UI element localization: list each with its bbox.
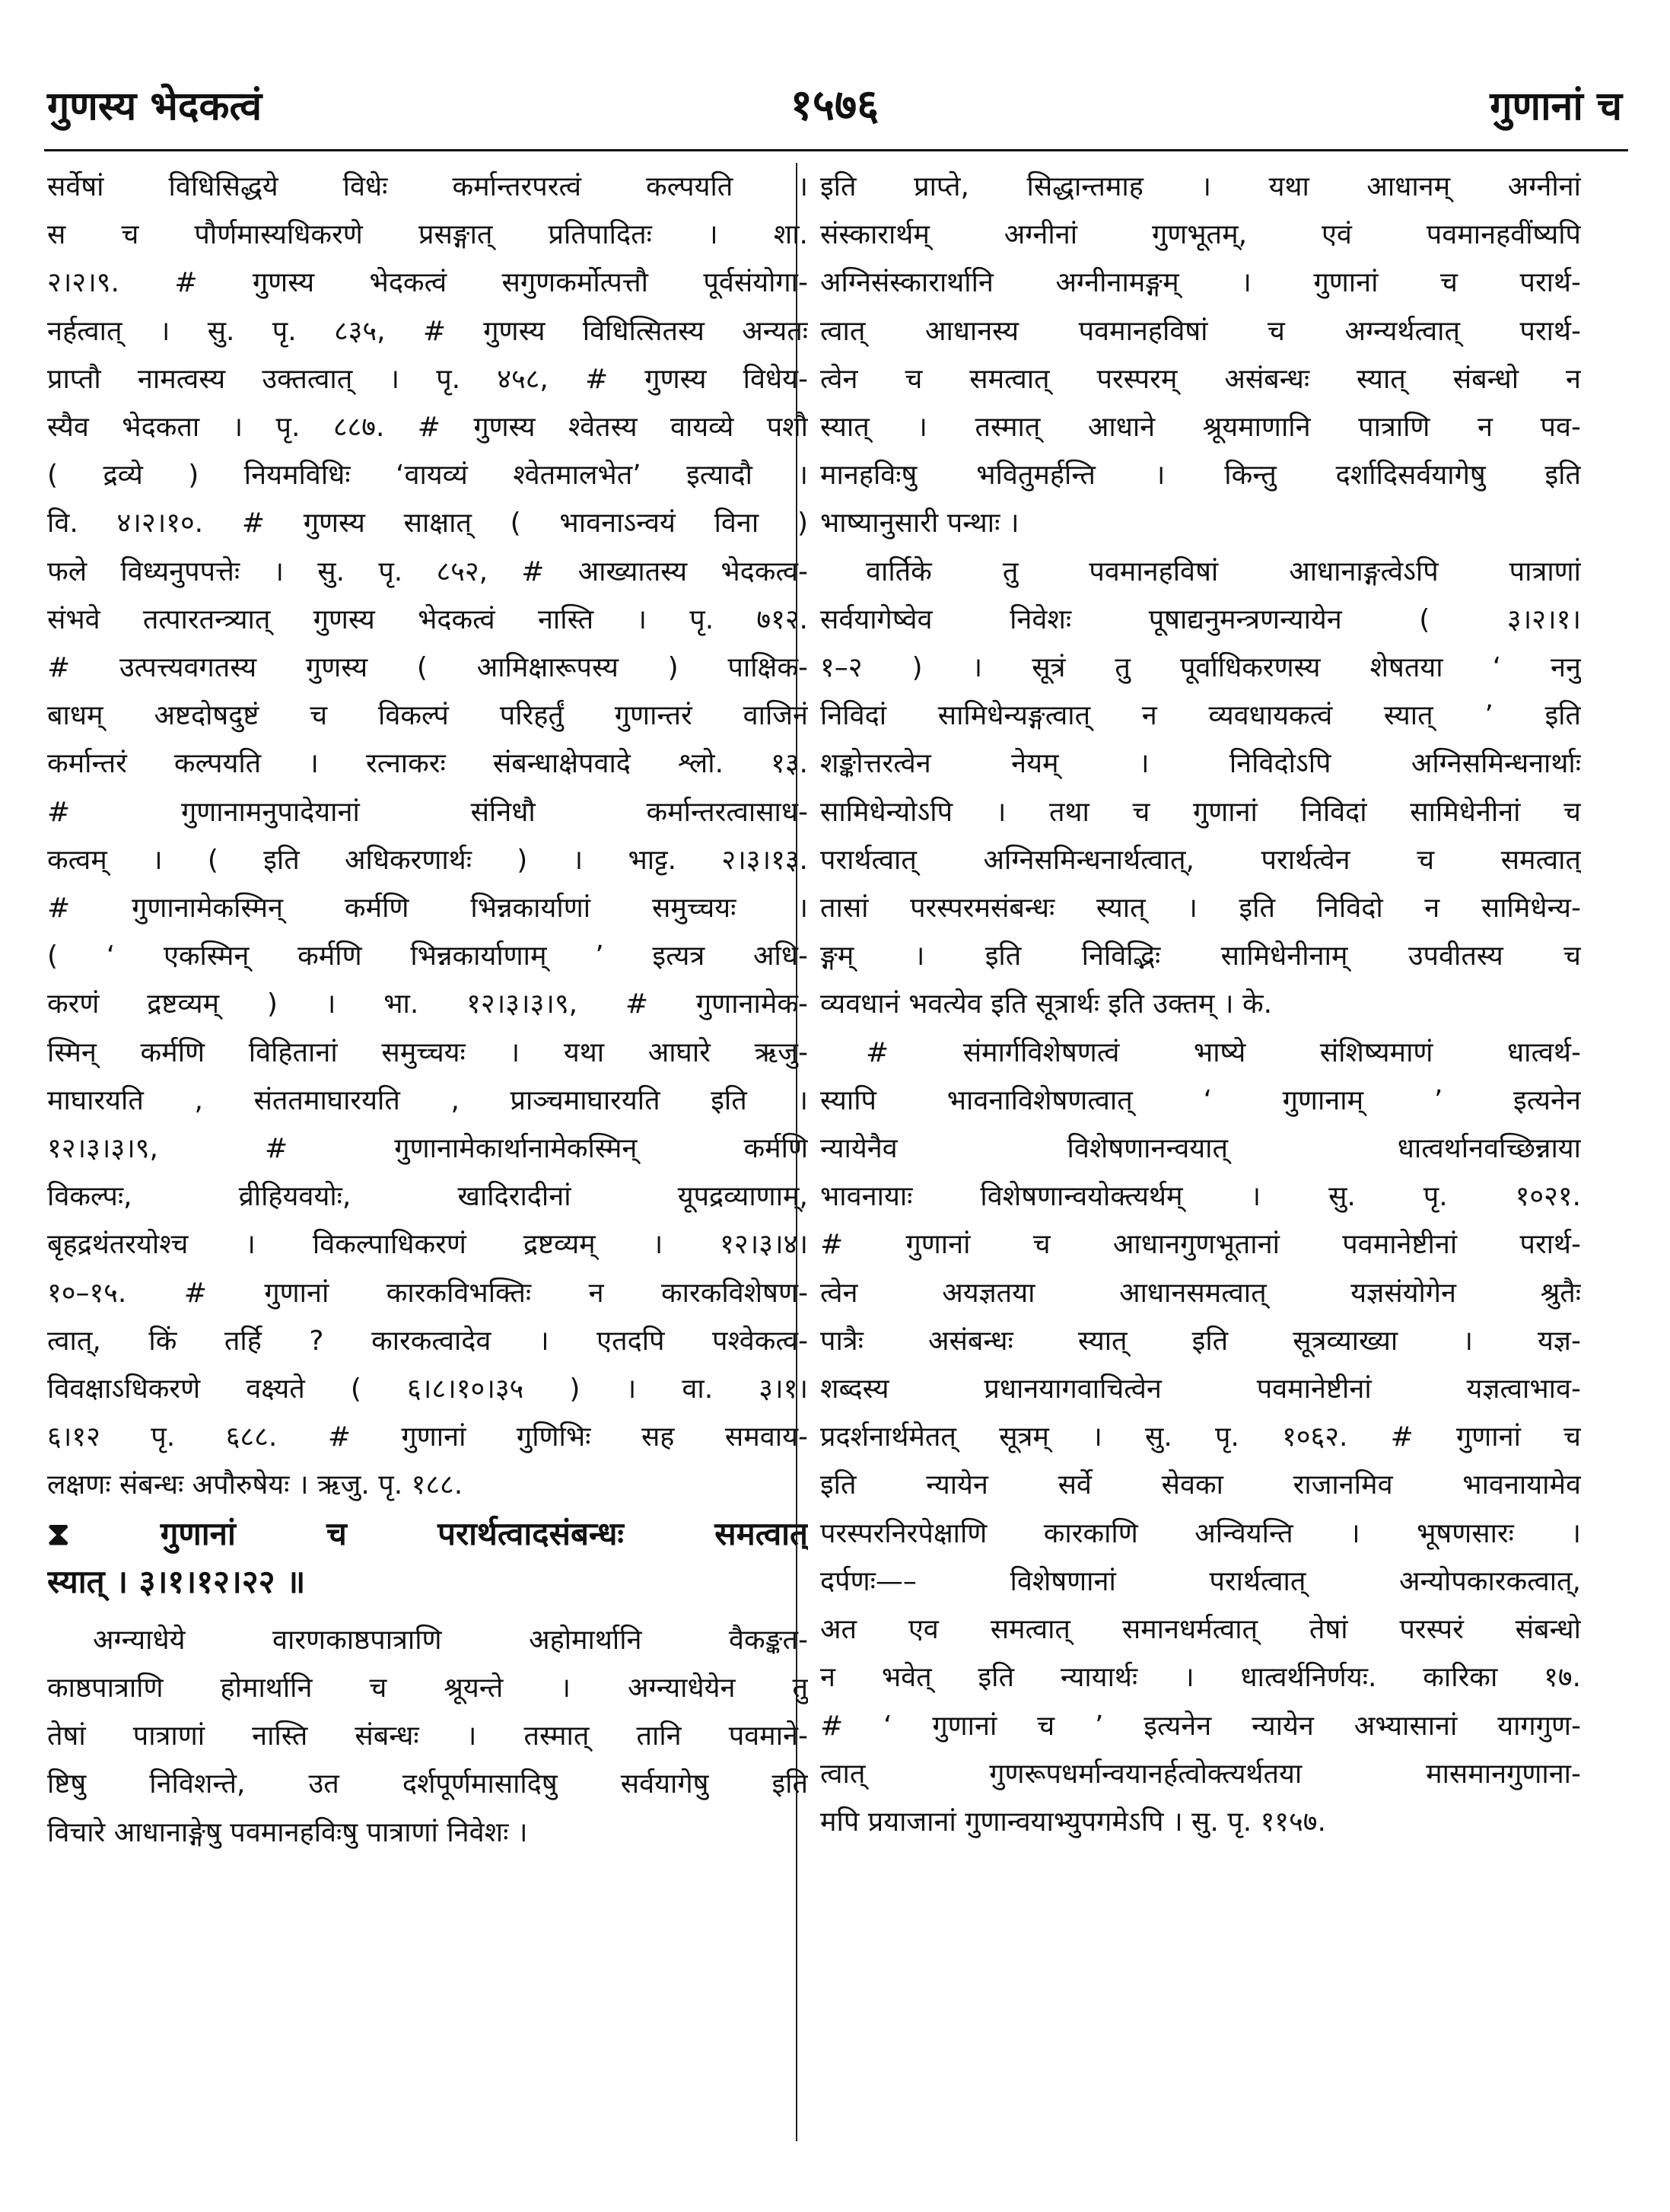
- text-line: परस्परनिरपेक्षाणि कारकाणि अन्वियन्ति । भूषणसारः ।: [820, 1517, 1581, 1549]
- running-head-left: गुणस्य भेदकत्वं: [47, 84, 262, 129]
- text-line: भाष्यानुसारी पन्थाः ।: [820, 508, 1019, 539]
- text-line: १२।३।३।९, # गुणानामेकार्थानामेकस्मिन् कर्मणि: [47, 1133, 808, 1165]
- text-line: व्यवधानं भवत्येव इति सूत्रार्थः इति उक्तम् । के.: [820, 988, 1273, 1020]
- text-line: त्वेन अयज्ञतया आधानसमत्वात् यज्ञसंयोगेन श्रुतैः: [820, 1277, 1581, 1309]
- text-line: संस्कारार्थम् अग्नीनां गुणभूतम्, एवं पवमानहवींष्यपि: [820, 219, 1581, 251]
- text-line: सर्वयागेष्वेव निवेशः पूषाद्यनुमन्त्रणन्यायेन ( ३।२।१।: [820, 603, 1581, 635]
- text-line: शङ्कोत्तरत्वेन नेयम् । निविदोऽपि अग्निसमिन्धनार्थाः: [820, 748, 1581, 780]
- sutra-block: [47, 1510, 808, 1606]
- commentary-line: ष्टिषु निविशन्ते, उत दर्शपूर्णमासादिषु सर्वयागेषु इति: [47, 1768, 808, 1800]
- sutra-line: स्यात् । ३।१।१२।२२ ॥: [47, 1562, 306, 1600]
- text-line: १०–१५. # गुणानां कारकविभक्तिः न कारकविशेषण-: [47, 1277, 808, 1309]
- commentary-line: अग्न्याधेये वारणकाष्ठपात्राणि अहोमार्थानि वैकङ्कत-: [93, 1624, 808, 1656]
- text-line: ( ‘ एकस्मिन् कर्मणि भिन्नकार्याणाम् ’ इत्यत्र अधि-: [47, 940, 808, 972]
- text-line: माघारयति , संततमाघारयति , प्राञ्चमाघारयति इति ।: [47, 1084, 808, 1116]
- text-line: स्यापि भावनाविशेषणत्वात् ‘ गुणानाम् ’ इत्यनेन: [820, 1084, 1581, 1116]
- text-line: स च पौर्णमास्यधिकरणे प्रसङ्गात् प्रतिपादितः । शा.: [47, 219, 808, 251]
- text-line: शब्दस्य प्रधानयागवाचित्वेन पवमानेष्टीनां यज्ञत्वाभाव-: [820, 1373, 1581, 1405]
- text-line: # संमार्गविशेषणत्वं भाष्ये संशिष्यमाणं धात्वर्थ-: [866, 1036, 1581, 1068]
- text-line: प्राप्तौ नामत्वस्य उक्तत्वात् । पृ. ४५८, # गुणस्य विधेय-: [47, 363, 808, 395]
- commentary-line: विचारे आधानाङ्गेषु पवमानहविःषु पात्राणां निवेशः ।: [47, 1816, 528, 1848]
- text-line: इति प्राप्ते, सिद्धान्तमाह । यथा आधानम् अग्नीनां: [820, 171, 1581, 202]
- text-line: त्वात् गुणरूपधर्मान्वयानर्हत्वोक्त्यर्थतया मासमानगुणाना-: [820, 1758, 1581, 1790]
- text-line: भावनायाः विशेषणान्वयोक्त्यर्थम् । सु. पृ. १०२१.: [820, 1181, 1581, 1213]
- text-line: अग्निसंस्कारार्थानि अग्नीनामङ्गम् । गुणानां च परार्थ-: [820, 267, 1581, 299]
- text-line: सामिधेन्योऽपि । तथा च गुणानां निविदां सामिधेनीनां च: [820, 796, 1581, 828]
- text-line: इति न्यायेन सर्वे सेवका राजानमिव भावनायामेव: [820, 1469, 1581, 1501]
- text-line: करणं द्रष्टव्यम् ) । भा. १२।३।३।९, # गुणानामेक-: [47, 988, 808, 1020]
- running-head-right: गुणानां च: [1490, 84, 1622, 129]
- text-line: कत्वम् । ( इति अधिकरणार्थः ) । भाट्ट. २।३।१३.: [47, 844, 808, 876]
- text-line: स्यात् । तस्मात् आधाने श्रूयमाणानि पात्राणि न पव-: [820, 412, 1581, 444]
- text-line: निविदां सामिधेन्यङ्गत्वात् न व्यवधायकत्वं स्यात् ’ इति: [820, 700, 1581, 732]
- text-line: न्यायेनैव विशेषणानन्वयात् धात्वर्थानवच्छिन्नाया: [820, 1133, 1581, 1165]
- text-line: ६।१२ पृ. ६८८. # गुणानां गुणिभिः सह समवाय-: [47, 1421, 808, 1453]
- text-line: संभवे तत्पारतन्त्र्यात् गुणस्य भेदकत्वं नास्ति । पृ. ७१२.: [47, 603, 808, 635]
- right-paragraph-2: [820, 548, 1581, 1029]
- right-paragraph-3: [820, 1029, 1581, 1846]
- text-line: प्रदर्शनार्थमेतत् सूत्रम् । सु. पृ. १०६२. # गुणानां च: [820, 1421, 1581, 1453]
- text-line: १–२ ) । सूत्रं तु पूर्वाधिकरणस्य शेषतया ‘ ननु: [820, 652, 1581, 684]
- text-line: लक्षणः संबन्धः अपौरुषेयः । ऋजु. पृ. १८८.: [47, 1469, 463, 1501]
- text-line: वार्तिके तु पवमानहविषां आधानाङ्गत्वेऽपि पात्राणां: [866, 555, 1581, 587]
- commentary-block: [47, 1616, 808, 1857]
- text-line: तासां परस्परमसंबन्धः स्यात् । इति निविदो न सामिधेन्य-: [820, 893, 1581, 925]
- text-line: # गुणानां च आधानगुणभूतानां पवमानेष्टीनां परार्थ-: [820, 1229, 1581, 1261]
- text-line: ( द्रव्ये ) नियमविधिः ‘वायव्यं श्वेतमालभेत’ इत्यादौ ।: [47, 460, 808, 492]
- text-line: त्वात्, किं तर्हि ? कारकत्वादेव । एतदपि पश्वेकत्व-: [47, 1325, 808, 1357]
- commentary-line: काष्ठपात्राणि होमार्थानि च श्रूयन्ते । अग्न्याधेयेन तु: [47, 1672, 808, 1704]
- text-line: नर्हत्वात् । सु. पृ. ८३५, # गुणस्य विधित्सितस्य अन्यतः: [47, 315, 808, 347]
- text-line: फले विध्यनुपपत्तेः । सु. पृ. ८५२, # आख्यातस्य भेदकत्व-: [47, 555, 808, 587]
- text-line: # गुणानामनुपादेयानां संनिधौ कर्मान्तरत्वासाध-: [47, 796, 808, 828]
- text-line: बाधम् अष्टदोषदुष्टं च विकल्पं परिहर्तुं गुणान्तरं वाजिनं: [47, 700, 808, 732]
- header-rule: [44, 149, 1628, 151]
- text-line: वि. ४।२।१०. # गुणस्य साक्षात् ( भावनाऽन्वयं विना ): [47, 508, 808, 539]
- text-line: परार्थत्वात् अग्निसमिन्धनार्थत्वात्, परार्थत्वेन च समत्वात्: [820, 844, 1581, 876]
- left-column: [47, 163, 808, 2164]
- text-line: पात्रैः असंबन्धः स्यात् इति सूत्रव्याख्या । यज्ञ-: [820, 1325, 1581, 1357]
- text-line: अत एव समत्वात् समानधर्मत्वात् तेषां परस्परं संबन्धो: [820, 1614, 1581, 1646]
- text-line: न भवेत् इति न्यायार्थः । धात्वर्थनिर्णयः. कारिका १७.: [820, 1662, 1581, 1694]
- text-line: त्वेन च समत्वात् परस्परम् असंबन्धः स्यात् संबन्धो न: [820, 363, 1581, 395]
- text-line: कर्मान्तरं कल्पयति । रत्नाकरः संबन्धाक्षेपवादे श्लो. १३.: [47, 748, 808, 780]
- text-line: २।२।९. # गुणस्य भेदकत्वं सगुणकर्मोत्पत्तौ पूर्वसंयोगा-: [47, 267, 808, 299]
- right-paragraph-1: [820, 163, 1581, 548]
- text-line: विकल्पः, व्रीहियवयोः, खादिरादीनां यूपद्रव्याणाम्,: [47, 1181, 808, 1213]
- text-line: # उत्पत्त्यवगतस्य गुणस्य ( आमिक्षारूपस्य ) पाक्षिक-: [47, 652, 808, 684]
- sutra-line: ⧗ गुणानां च परार्थत्वादसंबन्धः समत्वात्: [47, 1514, 808, 1552]
- text-line: # ‘ गुणानां च ’ इत्यनेन न्यायेन अभ्यासानां यागगुण-: [820, 1710, 1581, 1742]
- text-line: बृहद्रथंतरयोश्च । विकल्पाधिकरणं द्रष्टव्यम् । १२।३।४।: [47, 1229, 808, 1261]
- commentary-line: तेषां पात्राणां नास्ति संबन्धः । तस्मात् तानि पवमाने-: [47, 1720, 808, 1752]
- text-line: स्मिन् कर्मणि विहितानां समुच्चयः । यथा आघारे ऋजु-: [47, 1036, 808, 1068]
- text-line: मपि प्रयाजानां गुणान्वयाभ्युपगमेऽपि । सु. पृ. ११५७.: [820, 1806, 1326, 1838]
- left-column-text: [47, 163, 808, 1510]
- text-line: स्यैव भेदकता । पृ. ८८७. # गुणस्य श्वेतस्य वायव्ये पशौ: [47, 412, 808, 444]
- text-line: विवक्षाऽधिकरणे वक्ष्यते ( ६।८।१०।३५ ) । वा. ३।१।: [47, 1373, 808, 1405]
- text-line: # गुणानामेकस्मिन् कर्मणि भिन्नकार्याणां समुच्चयः ।: [47, 893, 808, 925]
- text-line: मानहविःषु भवितुमर्हन्ति । किन्तु दर्शादिसर्वयागेषु इति: [820, 460, 1581, 492]
- text-line: सर्वेषां विधिसिद्धये विधेः कर्मान्तरपरत्वं कल्पयति ।: [47, 171, 808, 202]
- text-line: दर्पणः—– विशेषणानां परार्थत्वात् अन्योपकारकत्वात्,: [820, 1565, 1581, 1597]
- right-column: [820, 163, 1581, 2164]
- text-line: ङ्गम् । इति निविद्भिः सामिधेनीनाम् उपवीतस्य च: [820, 940, 1581, 972]
- text-line: त्वात् आधानस्य पवमानहविषां च अग्न्यर्थत्वात् परार्थ-: [820, 315, 1581, 347]
- page-header: [47, 70, 1622, 131]
- page-number: १५७६: [790, 81, 880, 130]
